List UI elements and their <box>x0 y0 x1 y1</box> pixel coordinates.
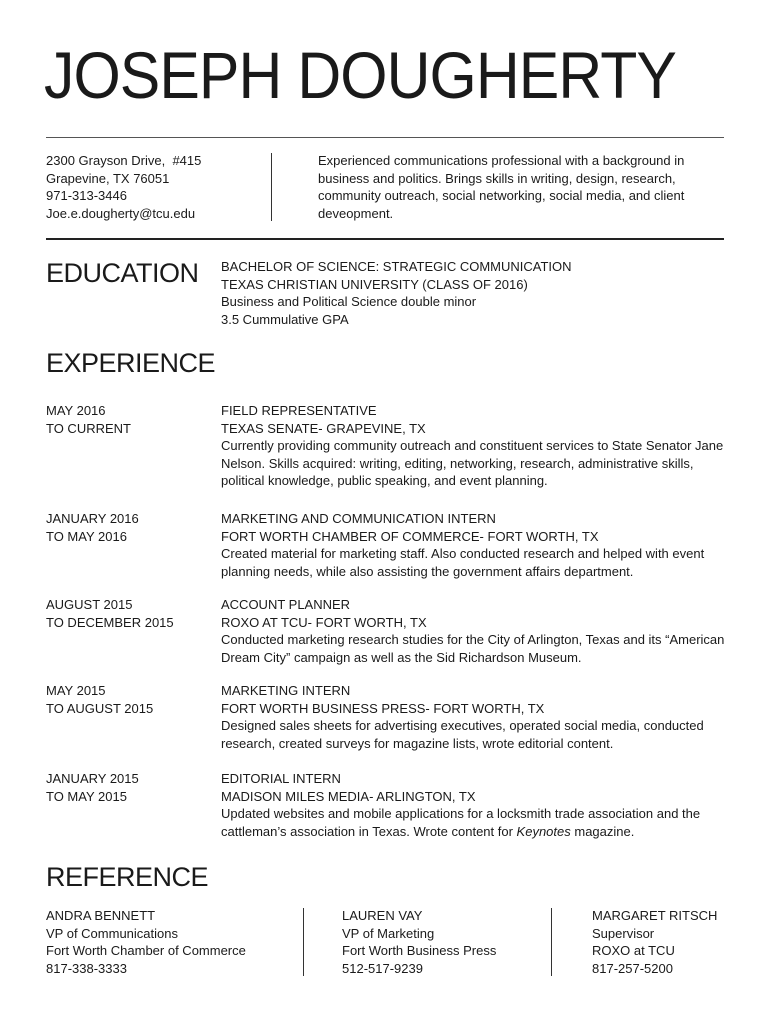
job-role: ACCOUNT PLANNER <box>221 597 351 612</box>
job-org: MADISON MILES MEDIA- ARLINGTON, TX <box>221 788 476 804</box>
job-role: MARKETING AND COMMUNICATION INTERN <box>221 511 496 526</box>
job-role: FIELD REPRESENTATIVE <box>221 403 377 418</box>
job-description: Conducted marketing research studies for the City of Arlington, Texas and its “American Dream City” campaign as well as the Sid Richardson Museum. <box>221 632 725 665</box>
reference-card <box>592 907 717 977</box>
job-org: ROXO AT TCU- FORT WORTH, TX <box>221 614 427 630</box>
summary-text: Experienced communications professional with a background in business and politics. Brings skills in writing, design, research, community outreach, social networking, social media, and client deveopment. <box>318 153 685 221</box>
job-org: FORT WORTH CHAMBER OF COMMERCE- FORT WORTH, TX <box>221 528 599 544</box>
job-description: Designed sales sheets for advertising executives, operated social media, conducted research, created surveys for magazine lists, wrote editorial content. <box>221 718 704 751</box>
publication-title: Keynotes <box>516 823 571 839</box>
job-description-end: magazine. <box>570 823 635 839</box>
job-date-to: TO CURRENT <box>46 420 131 436</box>
summary-divider <box>46 238 724 240</box>
reference-heading: REFERENCE <box>46 862 209 892</box>
reference-divider <box>551 908 552 976</box>
reference-phone: 817-338-3333 <box>46 960 127 976</box>
reference-org: Fort Worth Business Press <box>342 943 497 958</box>
reference-org: Fort Worth Chamber of Commerce <box>46 943 246 958</box>
reference-name: LAUREN VAY <box>342 908 423 923</box>
contact-phone: 971-313-3446 <box>46 188 127 203</box>
job-date-from: AUGUST 2015 <box>46 597 133 612</box>
reference-title: VP of Marketing <box>342 925 435 941</box>
reference-org: ROXO at TCU <box>592 943 675 958</box>
job-description-text: Updated websites and mobile applications for a locksmith trade association and the cattleman’s association in Texas. Wrote content for <box>221 806 701 839</box>
education-gpa: 3.5 Cummulative GPA <box>221 311 349 327</box>
job-description: Created material for marketing staff. Also conducted research and helped with event planning needs, while also assisting the government affairs department. <box>221 546 705 579</box>
job-date-to: TO DECEMBER 2015 <box>46 614 174 630</box>
reference-phone: 817-257-5200 <box>592 960 673 976</box>
experience-heading: EXPERIENCE <box>46 348 216 378</box>
contact-address-line-2: Grapevine, TX 76051 <box>46 170 170 186</box>
reference-title: VP of Communications <box>46 925 178 941</box>
job-role: MARKETING INTERN <box>221 683 351 698</box>
reference-card <box>46 907 246 977</box>
job-role: EDITORIAL INTERN <box>221 771 341 786</box>
reference-title: Supervisor <box>592 925 655 941</box>
education-block <box>221 258 721 328</box>
job-description: Currently providing community outreach and constituent services to State Senator Jane Nelson. Skills acquired: writing, editing, networking, research, administrative skills, political knowledge, public speaking, and event planning. <box>221 438 724 488</box>
contact-address-line-1: 2300 Grayson Drive, #415 <box>46 153 202 168</box>
job-date-to: TO MAY 2016 <box>46 528 127 544</box>
reference-card <box>342 907 496 977</box>
job-date-from: JANUARY 2015 <box>46 771 139 786</box>
contact-email[interactable]: Joe.e.dougherty@tcu.edu <box>46 205 196 221</box>
job-date-to: TO AUGUST 2015 <box>46 700 154 716</box>
job-date-to: TO MAY 2015 <box>46 788 127 804</box>
reference-name: MARGARET RITSCH <box>592 908 718 923</box>
contact-block <box>46 152 266 222</box>
reference-name: ANDRA BENNETT <box>46 908 156 923</box>
header-divider <box>46 137 724 138</box>
education-degree: BACHELOR OF SCIENCE: STRATEGIC COMMUNICATION <box>221 259 572 274</box>
job-date-from: MAY 2015 <box>46 683 106 698</box>
resume-name: JOSEPH DOUGHERTY <box>44 38 676 112</box>
education-minor: Business and Political Science double minor <box>221 294 477 309</box>
reference-divider <box>303 908 304 976</box>
job-date-from: MAY 2016 <box>46 403 106 418</box>
education-heading: EDUCATION <box>46 258 199 288</box>
job-org: TEXAS SENATE- GRAPEVINE, TX <box>221 420 426 436</box>
reference-phone: 512-517-9239 <box>342 960 423 976</box>
job-description <box>221 805 726 840</box>
job-date-from: JANUARY 2016 <box>46 511 139 526</box>
job-org: FORT WORTH BUSINESS PRESS- FORT WORTH, TX <box>221 700 545 716</box>
education-school: TEXAS CHRISTIAN UNIVERSITY (CLASS OF 2016) <box>221 276 528 292</box>
contact-divider <box>271 153 272 221</box>
